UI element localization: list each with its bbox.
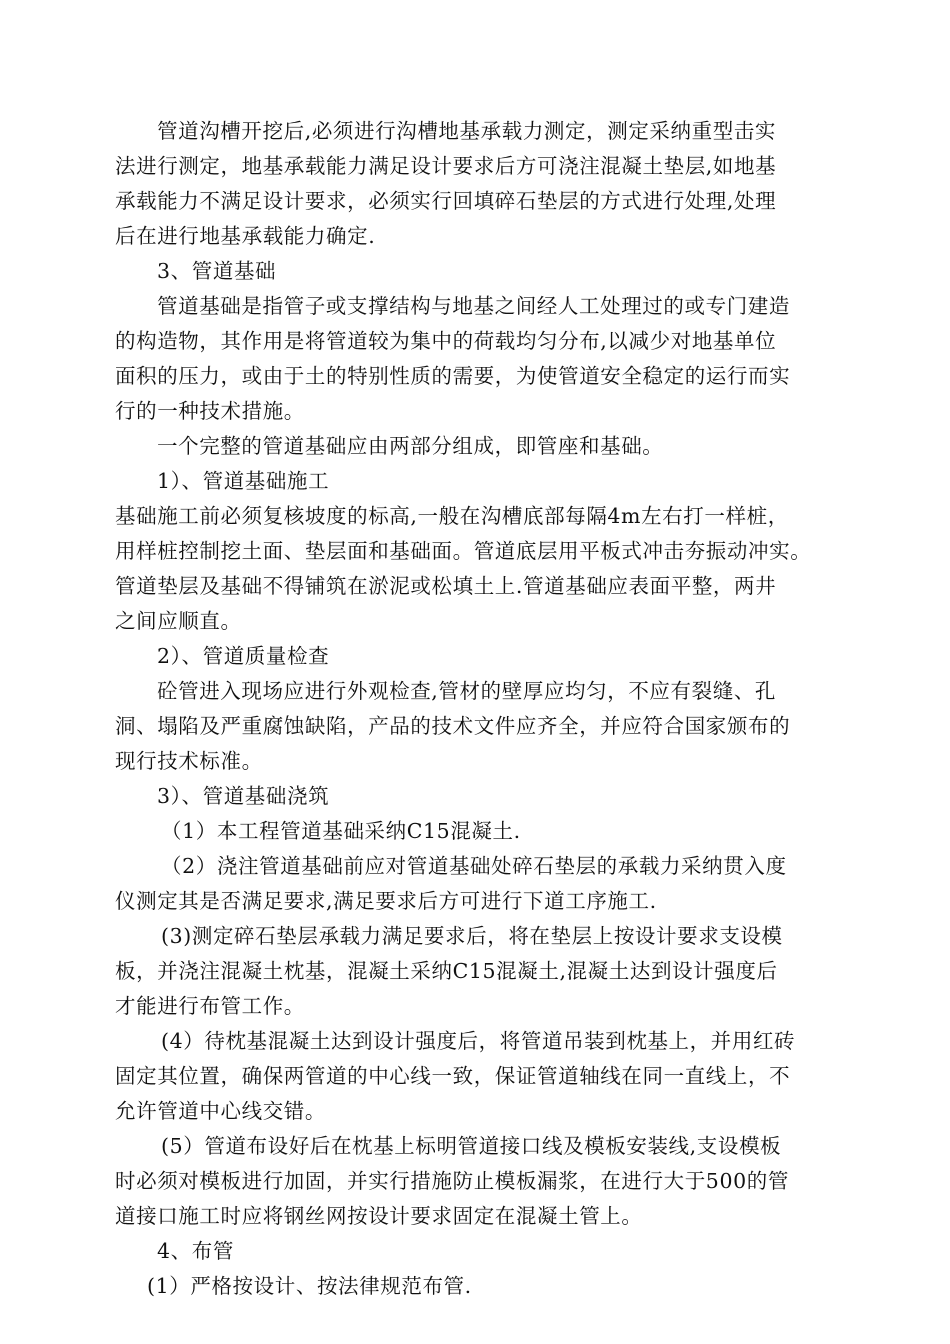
paragraph-line: 法进行测定，地基承载能力满足设计要求后方可浇注混凝土垫层,如地基 (115, 154, 777, 178)
paragraph-line: 时必须对模板进行加固，并实行措施防止模板漏浆，在进行大于500的管 (115, 1169, 789, 1193)
paragraph-line: 管道基础是指管子或支撑结构与地基之间经人工处理过的或专门建造 (157, 294, 790, 318)
paragraph-line: 后在进行地基承载能力确定. (115, 224, 376, 248)
subsection-heading: 2）、管道质量检查 (157, 644, 330, 668)
subsection-heading: 1）、管道基础施工 (157, 469, 330, 493)
paragraph-line: 允许管道中心线交错。 (115, 1099, 326, 1123)
paragraph-line: 管道沟槽开挖后,必须进行沟槽地基承载力测定，测定采纳重型击实 (157, 119, 777, 143)
list-item-line: （1）本工程管道基础采纳C15混凝土. (161, 819, 521, 843)
list-item-line: (1）严格按设计、按法律规范布管. (147, 1274, 472, 1298)
paragraph-line: 管道垫层及基础不得铺筑在淤泥或松填土上.管道基础应表面平整，两井 (115, 574, 777, 598)
paragraph-line: 承载能力不满足设计要求，必须实行回填碎石垫层的方式进行处理,处理 (115, 189, 777, 213)
paragraph-line: 行的一种技术措施。 (115, 399, 305, 423)
paragraph-line: 之间应顺直。 (115, 609, 242, 633)
paragraph-line: 现行技术标准。 (115, 749, 263, 773)
list-item-line: （2）浇注管道基础前应对管道基础处碎石垫层的承载力采纳贯入度 (161, 854, 787, 878)
section-heading: 3、管道基础 (157, 259, 277, 283)
paragraph-line: 基础施工前必须复核坡度的标高,一般在沟槽底部每隔4m左右打一样桩， (115, 504, 789, 528)
list-item-line: (3)测定碎石垫层承载力满足要求后，将在垫层上按设计要求支设模 (161, 924, 783, 948)
list-item-line: (4）待枕基混凝土达到设计强度后，将管道吊装到枕基上，并用红砖 (161, 1029, 796, 1053)
paragraph-line: 面积的压力，或由于土的特别性质的需要，为使管道安全稳定的运行而实 (115, 364, 791, 388)
paragraph-line: 仪测定其是否满足要求,满足要求后方可进行下道工序施工. (115, 889, 657, 913)
paragraph-line: 板，并浇注混凝土枕基，混凝土采纳C15混凝土,混凝土达到设计强度后 (115, 959, 778, 983)
paragraph-line: 用样桩控制挖土面、垫层面和基础面。管道底层用平板式冲击夯振动冲实。 (115, 539, 812, 563)
subsection-heading: 3）、管道基础浇筑 (157, 784, 330, 808)
section-heading: 4、布管 (157, 1239, 234, 1263)
paragraph-line: 砼管进入现场应进行外观检查,管材的壁厚应均匀，不应有裂缝、孔 (157, 679, 777, 703)
paragraph-line: 一个完整的管道基础应由两部分组成，即管座和基础。 (157, 434, 664, 458)
list-item-line: (5）管道布设好后在枕基上标明管道接口线及模板安装线,支设模板 (161, 1134, 782, 1158)
paragraph-line: 固定其位置，确保两管道的中心线一致，保证管道轴线在同一直线上，不 (115, 1064, 791, 1088)
paragraph-line: 才能进行布管工作。 (115, 994, 305, 1018)
paragraph-line: 道接口施工时应将钢丝网按设计要求固定在混凝土管上。 (115, 1204, 643, 1228)
paragraph-line: 洞、塌陷及严重腐蚀缺陷，产品的技术文件应齐全，并应符合国家颁布的 (115, 714, 791, 738)
paragraph-line: 的构造物，其作用是将管道较为集中的荷载均匀分布,以减少对地基单位 (115, 329, 777, 353)
